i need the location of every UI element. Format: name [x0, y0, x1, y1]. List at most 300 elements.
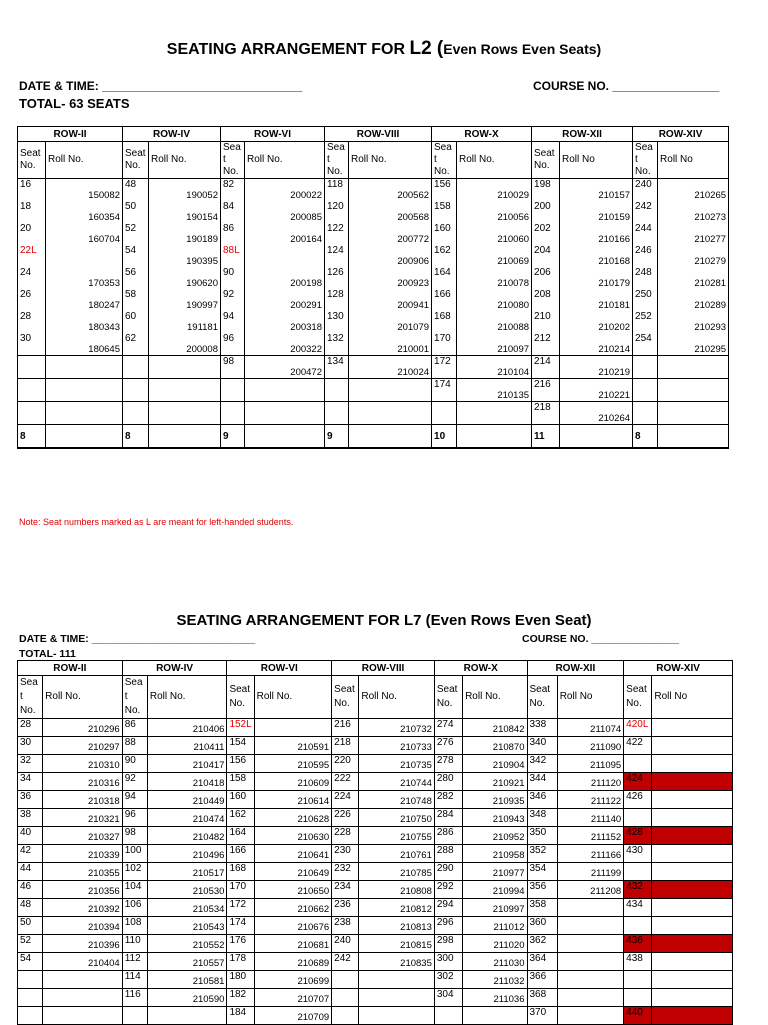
- seat-number-cell: 38: [18, 809, 43, 827]
- seat-number-cell: 22L: [18, 245, 46, 267]
- seat-number-cell: 86: [122, 719, 147, 737]
- roll-number-cell: [557, 917, 623, 935]
- seat-row: [18, 971, 733, 989]
- roll-number-cell: 210295: [658, 333, 729, 356]
- roll-number-cell: 210755: [359, 827, 435, 845]
- roll-number-cell: 200923: [349, 267, 432, 289]
- seat-number-cell: 172: [432, 356, 457, 379]
- seat-count-spacer: [149, 425, 221, 449]
- left-handed-note: Note: Seat numbers marked as L are meant for left-handed students.: [19, 517, 294, 527]
- seat-number-cell: [633, 356, 658, 379]
- roll-number-cell: 210628: [254, 809, 332, 827]
- seat-row: [18, 755, 733, 773]
- seat-number-cell: 120: [325, 201, 349, 223]
- seat-number-cell: 60: [123, 311, 149, 333]
- seat-count-cell: 8: [633, 425, 658, 449]
- seat-number-cell: 292: [434, 881, 462, 899]
- roll-number-cell: [557, 1007, 623, 1025]
- roll-number-cell: 210785: [359, 863, 435, 881]
- roll-number-cell: 210411: [147, 737, 227, 755]
- seat-number-cell: [633, 379, 658, 402]
- roll-number-cell: 210273: [658, 201, 729, 223]
- roll-number-cell: [245, 402, 325, 425]
- seat-number-cell: 92: [122, 773, 147, 791]
- roll-number-cell: 201079: [349, 311, 432, 333]
- seat-row: [18, 845, 733, 863]
- roll-number-cell: 210159: [560, 201, 633, 223]
- seat-number-cell: 20: [18, 223, 46, 245]
- roll-number-cell: 211074: [557, 719, 623, 737]
- l2-title: [0, 38, 768, 60]
- roll-number-cell: 210808: [359, 881, 435, 899]
- roll-number-cell: 200568: [349, 201, 432, 223]
- seat-count-spacer: [245, 425, 325, 449]
- seat-row: [18, 917, 733, 935]
- seat-number-cell: 94: [122, 791, 147, 809]
- seat-number-cell: 280: [434, 773, 462, 791]
- seat-number-cell: 96: [221, 333, 245, 356]
- roll-number-cell: 190620: [149, 267, 221, 289]
- seat-row: [18, 311, 729, 333]
- seat-number-cell: 56: [123, 267, 149, 289]
- roll-number-cell: 210088: [457, 311, 532, 333]
- roll-number-cell: 210265: [658, 179, 729, 202]
- seat-number-cell: 94: [221, 311, 245, 333]
- roll-number-cell: 211166: [557, 845, 623, 863]
- seat-number-cell: 152L: [227, 719, 254, 737]
- seat-count-cell: 10: [432, 425, 457, 449]
- roll-number-cell: 210994: [463, 881, 527, 899]
- roll-number-cell: 200562: [349, 179, 432, 202]
- seat-number-cell: 430: [624, 845, 652, 863]
- roll-number-cell: 210744: [359, 773, 435, 791]
- roll-number-cell: 200085: [245, 201, 325, 223]
- seat-number-cell: 26: [18, 289, 46, 311]
- seat-number-cell: 122: [325, 223, 349, 245]
- roll-number-cell: 210277: [658, 223, 729, 245]
- l2-seating-table: [17, 126, 729, 449]
- seat-number-cell: 32: [18, 755, 43, 773]
- seat-row: [18, 899, 733, 917]
- roll-number-cell: 210662: [254, 899, 332, 917]
- roll-number-cell: [652, 899, 733, 917]
- roll-number-cell: 210097: [457, 333, 532, 356]
- roll-number-cell: 200008: [149, 333, 221, 356]
- seat-number-cell: 342: [527, 755, 557, 773]
- seat-row: [18, 333, 729, 356]
- roll-number-cell: 200291: [245, 289, 325, 311]
- l7-row-header-line: [18, 661, 733, 676]
- roll-number-cell: [652, 935, 733, 953]
- roll-number-cell: 200906: [349, 245, 432, 267]
- roll-number-cell: 210557: [147, 953, 227, 971]
- seat-number-cell: 176: [227, 935, 254, 953]
- seat-number-cell: 274: [434, 719, 462, 737]
- seat-number-cell: 182: [227, 989, 254, 1007]
- roll-number-cell: 210689: [254, 953, 332, 971]
- seat-row: [18, 201, 729, 223]
- roll-number-cell: 180247: [46, 289, 123, 311]
- l2-column-header-line: [18, 142, 729, 179]
- seat-number-cell: 160: [432, 223, 457, 245]
- seat-row: [18, 935, 733, 953]
- roll-number-cell: 190189: [149, 223, 221, 245]
- seat-number-cell: 360: [527, 917, 557, 935]
- seat-row: [18, 402, 729, 425]
- seat-number-cell: 234: [332, 881, 359, 899]
- roll-number-cell: 210641: [254, 845, 332, 863]
- roll-number-cell: [149, 379, 221, 402]
- roll-number-cell: 211208: [557, 881, 623, 899]
- seat-row: [18, 289, 729, 311]
- seat-number-cell: 438: [624, 953, 652, 971]
- roll-number-cell: [149, 402, 221, 425]
- seat-number-cell: 356: [527, 881, 557, 899]
- seat-number-cell: 296: [434, 917, 462, 935]
- seat-number-cell: [221, 379, 245, 402]
- roll-number-cell: 210318: [43, 791, 123, 809]
- seat-number-cell: 202: [532, 223, 560, 245]
- l2-date-time: DATE & TIME: ______________________________: [19, 79, 303, 93]
- seat-number-cell: 422: [624, 737, 652, 755]
- seat-number-cell: 216: [532, 379, 560, 402]
- roll-number-cell: [652, 737, 733, 755]
- roll-number-cell: 210310: [43, 755, 123, 773]
- seat-number-cell: 132: [325, 333, 349, 356]
- roll-number-cell: [652, 989, 733, 1007]
- seat-no-header: Seat No.: [122, 676, 147, 719]
- seat-number-cell: 16: [18, 179, 46, 202]
- seat-number-cell: [624, 971, 652, 989]
- roll-number-cell: 211036: [463, 989, 527, 1007]
- seat-number-cell: 208: [532, 289, 560, 311]
- seat-number-cell: 350: [527, 827, 557, 845]
- roll-number-cell: 210392: [43, 899, 123, 917]
- roll-no-header: Roll No.: [457, 142, 532, 179]
- seat-no-header: Seat No.: [624, 676, 652, 719]
- roll-number-cell: [652, 791, 733, 809]
- roll-number-cell: 200318: [245, 311, 325, 333]
- roll-number-cell: [46, 379, 123, 402]
- seat-number-cell: 434: [624, 899, 652, 917]
- seat-number-cell: 278: [434, 755, 462, 773]
- roll-number-cell: 210078: [457, 267, 532, 289]
- roll-number-cell: 210812: [359, 899, 435, 917]
- roll-number-cell: 211090: [557, 737, 623, 755]
- roll-number-cell: 210748: [359, 791, 435, 809]
- seat-number-cell: 198: [532, 179, 560, 202]
- l2-seat-rows: [18, 179, 729, 425]
- roll-number-cell: 210418: [147, 773, 227, 791]
- roll-number-cell: 210482: [147, 827, 227, 845]
- seat-row: [18, 379, 729, 402]
- seat-number-cell: 174: [227, 917, 254, 935]
- seat-number-cell: 212: [532, 333, 560, 356]
- roll-number-cell: 200198: [245, 267, 325, 289]
- roll-number-cell: [147, 1007, 227, 1025]
- seat-no-header: Seat No.: [325, 142, 349, 179]
- seat-number-cell: 30: [18, 737, 43, 755]
- seat-row: [18, 245, 729, 267]
- seat-number-cell: 424: [624, 773, 652, 791]
- seat-number-cell: 288: [434, 845, 462, 863]
- l7-seating-table: [17, 660, 733, 1025]
- l7-total: TOTAL- 111: [19, 648, 76, 660]
- roll-number-cell: 210264: [560, 402, 633, 425]
- seat-number-cell: [624, 809, 652, 827]
- seat-number-cell: 244: [633, 223, 658, 245]
- seat-number-cell: 242: [633, 201, 658, 223]
- roll-number-cell: 210297: [43, 737, 123, 755]
- seat-number-cell: 222: [332, 773, 359, 791]
- seat-number-cell: 358: [527, 899, 557, 917]
- seat-no-header: Seat No.: [432, 142, 457, 179]
- seat-count-cell: 9: [325, 425, 349, 449]
- seat-number-cell: 440: [624, 1007, 652, 1025]
- seat-number-cell: [18, 1007, 43, 1025]
- roll-number-cell: [245, 245, 325, 267]
- seat-number-cell: 24: [18, 267, 46, 289]
- roll-number-cell: [245, 379, 325, 402]
- roll-number-cell: 210813: [359, 917, 435, 935]
- seat-number-cell: [18, 989, 43, 1007]
- seat-row: [18, 719, 733, 737]
- roll-number-cell: [652, 863, 733, 881]
- seat-number-cell: [432, 402, 457, 425]
- roll-no-header: Roll No.: [46, 142, 123, 179]
- roll-number-cell: 210221: [560, 379, 633, 402]
- seat-number-cell: 282: [434, 791, 462, 809]
- roll-number-cell: 210543: [147, 917, 227, 935]
- roll-number-cell: 210681: [254, 935, 332, 953]
- seat-number-cell: 368: [527, 989, 557, 1007]
- seat-number-cell: 240: [332, 935, 359, 953]
- seat-number-cell: 242: [332, 953, 359, 971]
- roll-number-cell: 210530: [147, 881, 227, 899]
- seat-number-cell: 370: [527, 1007, 557, 1025]
- roll-number-cell: 210404: [43, 953, 123, 971]
- roll-number-cell: 210056: [457, 201, 532, 223]
- seat-number-cell: 304: [434, 989, 462, 1007]
- row-header-cell: ROW-IV: [123, 127, 221, 142]
- seat-number-cell: [624, 755, 652, 773]
- roll-number-cell: 211199: [557, 863, 623, 881]
- seat-number-cell: [332, 989, 359, 1007]
- seat-count-spacer: [457, 425, 532, 449]
- seat-number-cell: 180: [227, 971, 254, 989]
- seat-count-cell: 8: [18, 425, 46, 449]
- roll-no-header: Roll No.: [245, 142, 325, 179]
- seat-number-cell: 218: [332, 737, 359, 755]
- seat-number-cell: 18: [18, 201, 46, 223]
- roll-number-cell: 210029: [457, 179, 532, 202]
- roll-number-cell: [652, 917, 733, 935]
- seat-no-header: Seat No.: [332, 676, 359, 719]
- seat-number-cell: 366: [527, 971, 557, 989]
- seat-number-cell: 44: [18, 863, 43, 881]
- seat-number-cell: [624, 989, 652, 1007]
- l2-totals-row: [18, 425, 729, 449]
- seat-number-cell: 124: [325, 245, 349, 267]
- l2-title-suffix: Even Rows Even Seats): [443, 41, 602, 57]
- roll-no-header: Roll No: [560, 142, 633, 179]
- seat-number-cell: 86: [221, 223, 245, 245]
- l2-row-header-line: [18, 127, 729, 142]
- seat-number-cell: 48: [123, 179, 149, 202]
- seat-number-cell: 84: [221, 201, 245, 223]
- roll-number-cell: 210396: [43, 935, 123, 953]
- l2-title-room: L2 (: [409, 38, 444, 59]
- roll-number-cell: 210709: [254, 1007, 332, 1025]
- seat-count-cell: 8: [123, 425, 149, 449]
- roll-number-cell: 210943: [463, 809, 527, 827]
- seat-number-cell: [18, 402, 46, 425]
- roll-number-cell: 190154: [149, 201, 221, 223]
- l2-title-prefix: SEATING ARRANGEMENT FOR: [166, 41, 410, 58]
- l7-course-no: COURSE NO. _______________: [522, 633, 680, 645]
- roll-no-header: Roll No.: [147, 676, 227, 719]
- seat-no-header: Seat No.: [633, 142, 658, 179]
- roll-number-cell: 210590: [147, 989, 227, 1007]
- roll-number-cell: 211032: [463, 971, 527, 989]
- seat-row: [18, 223, 729, 245]
- seat-number-cell: 420L: [624, 719, 652, 737]
- roll-number-cell: 200941: [349, 289, 432, 311]
- seat-row: [18, 881, 733, 899]
- roll-number-cell: [43, 989, 123, 1007]
- roll-number-cell: 200164: [245, 223, 325, 245]
- roll-number-cell: 210732: [359, 719, 435, 737]
- seat-number-cell: 92: [221, 289, 245, 311]
- roll-number-cell: 210609: [254, 773, 332, 791]
- seat-number-cell: 428: [624, 827, 652, 845]
- seat-number-cell: 160: [227, 791, 254, 809]
- roll-number-cell: 210761: [359, 845, 435, 863]
- roll-number-cell: 210181: [560, 289, 633, 311]
- roll-number-cell: 210104: [457, 356, 532, 379]
- roll-number-cell: 170353: [46, 267, 123, 289]
- roll-number-cell: 210339: [43, 845, 123, 863]
- roll-number-cell: 210496: [147, 845, 227, 863]
- roll-number-cell: [652, 755, 733, 773]
- row-header-cell: ROW-XIV: [624, 661, 733, 676]
- roll-number-cell: 211030: [463, 953, 527, 971]
- seat-number-cell: 42: [18, 845, 43, 863]
- seat-number-cell: 110: [122, 935, 147, 953]
- seat-number-cell: 108: [122, 917, 147, 935]
- roll-number-cell: 210649: [254, 863, 332, 881]
- seat-number-cell: 170: [432, 333, 457, 356]
- roll-number-cell: [254, 719, 332, 737]
- roll-number-cell: 210327: [43, 827, 123, 845]
- seat-number-cell: 230: [332, 845, 359, 863]
- seat-number-cell: 226: [332, 809, 359, 827]
- seat-number-cell: 166: [227, 845, 254, 863]
- roll-number-cell: 210316: [43, 773, 123, 791]
- seat-number-cell: 252: [633, 311, 658, 333]
- seat-number-cell: 214: [532, 356, 560, 379]
- roll-number-cell: 210935: [463, 791, 527, 809]
- roll-number-cell: 150082: [46, 179, 123, 202]
- seat-number-cell: 294: [434, 899, 462, 917]
- seat-number-cell: 172: [227, 899, 254, 917]
- roll-number-cell: 210614: [254, 791, 332, 809]
- row-header-cell: ROW-IV: [122, 661, 227, 676]
- roll-number-cell: [652, 719, 733, 737]
- roll-number-cell: 210219: [560, 356, 633, 379]
- seat-number-cell: 300: [434, 953, 462, 971]
- roll-no-header: Roll No.: [149, 142, 221, 179]
- roll-number-cell: 210293: [658, 311, 729, 333]
- seat-number-cell: 34: [18, 773, 43, 791]
- roll-number-cell: 210355: [43, 863, 123, 881]
- seat-row: [18, 356, 729, 379]
- roll-no-header: Roll No: [658, 142, 729, 179]
- roll-number-cell: 210958: [463, 845, 527, 863]
- seat-number-cell: 48: [18, 899, 43, 917]
- roll-number-cell: 210289: [658, 289, 729, 311]
- seat-number-cell: 106: [122, 899, 147, 917]
- seat-number-cell: 158: [432, 201, 457, 223]
- seat-row: [18, 809, 733, 827]
- l2-total: TOTAL- 63 SEATS: [19, 96, 130, 111]
- roll-number-cell: 210296: [43, 719, 123, 737]
- seat-number-cell: 184: [227, 1007, 254, 1025]
- seat-no-header: Seat No.: [123, 142, 149, 179]
- roll-number-cell: 211120: [557, 773, 623, 791]
- roll-number-cell: 210707: [254, 989, 332, 1007]
- roll-number-cell: 190395: [149, 245, 221, 267]
- seat-count-cell: 11: [532, 425, 560, 449]
- roll-number-cell: [652, 881, 733, 899]
- seat-number-cell: [332, 1007, 359, 1025]
- seat-row: [18, 989, 733, 1007]
- roll-number-cell: [349, 402, 432, 425]
- seat-number-cell: 90: [122, 755, 147, 773]
- seat-number-cell: 88L: [221, 245, 245, 267]
- l7-seat-rows: [18, 719, 733, 1025]
- roll-number-cell: [349, 379, 432, 402]
- roll-number-cell: 211152: [557, 827, 623, 845]
- roll-number-cell: 210676: [254, 917, 332, 935]
- roll-number-cell: 210842: [463, 719, 527, 737]
- seat-number-cell: 52: [123, 223, 149, 245]
- seat-number-cell: 158: [227, 773, 254, 791]
- row-header-cell: ROW-X: [434, 661, 527, 676]
- seat-number-cell: [123, 379, 149, 402]
- roll-number-cell: [658, 402, 729, 425]
- roll-number-cell: [652, 1007, 733, 1025]
- roll-number-cell: [557, 971, 623, 989]
- seat-number-cell: 210: [532, 311, 560, 333]
- seat-number-cell: 168: [432, 311, 457, 333]
- roll-number-cell: [652, 971, 733, 989]
- roll-number-cell: [557, 989, 623, 1007]
- roll-number-cell: 210406: [147, 719, 227, 737]
- roll-number-cell: 210024: [349, 356, 432, 379]
- seat-number-cell: 338: [527, 719, 557, 737]
- roll-no-header: Roll No.: [349, 142, 432, 179]
- roll-number-cell: [658, 356, 729, 379]
- roll-number-cell: [463, 1007, 527, 1025]
- roll-number-cell: 210552: [147, 935, 227, 953]
- seat-number-cell: [633, 402, 658, 425]
- roll-number-cell: 210595: [254, 755, 332, 773]
- roll-number-cell: 200472: [245, 356, 325, 379]
- roll-number-cell: 210835: [359, 953, 435, 971]
- roll-number-cell: 211095: [557, 755, 623, 773]
- seat-number-cell: 30: [18, 333, 46, 356]
